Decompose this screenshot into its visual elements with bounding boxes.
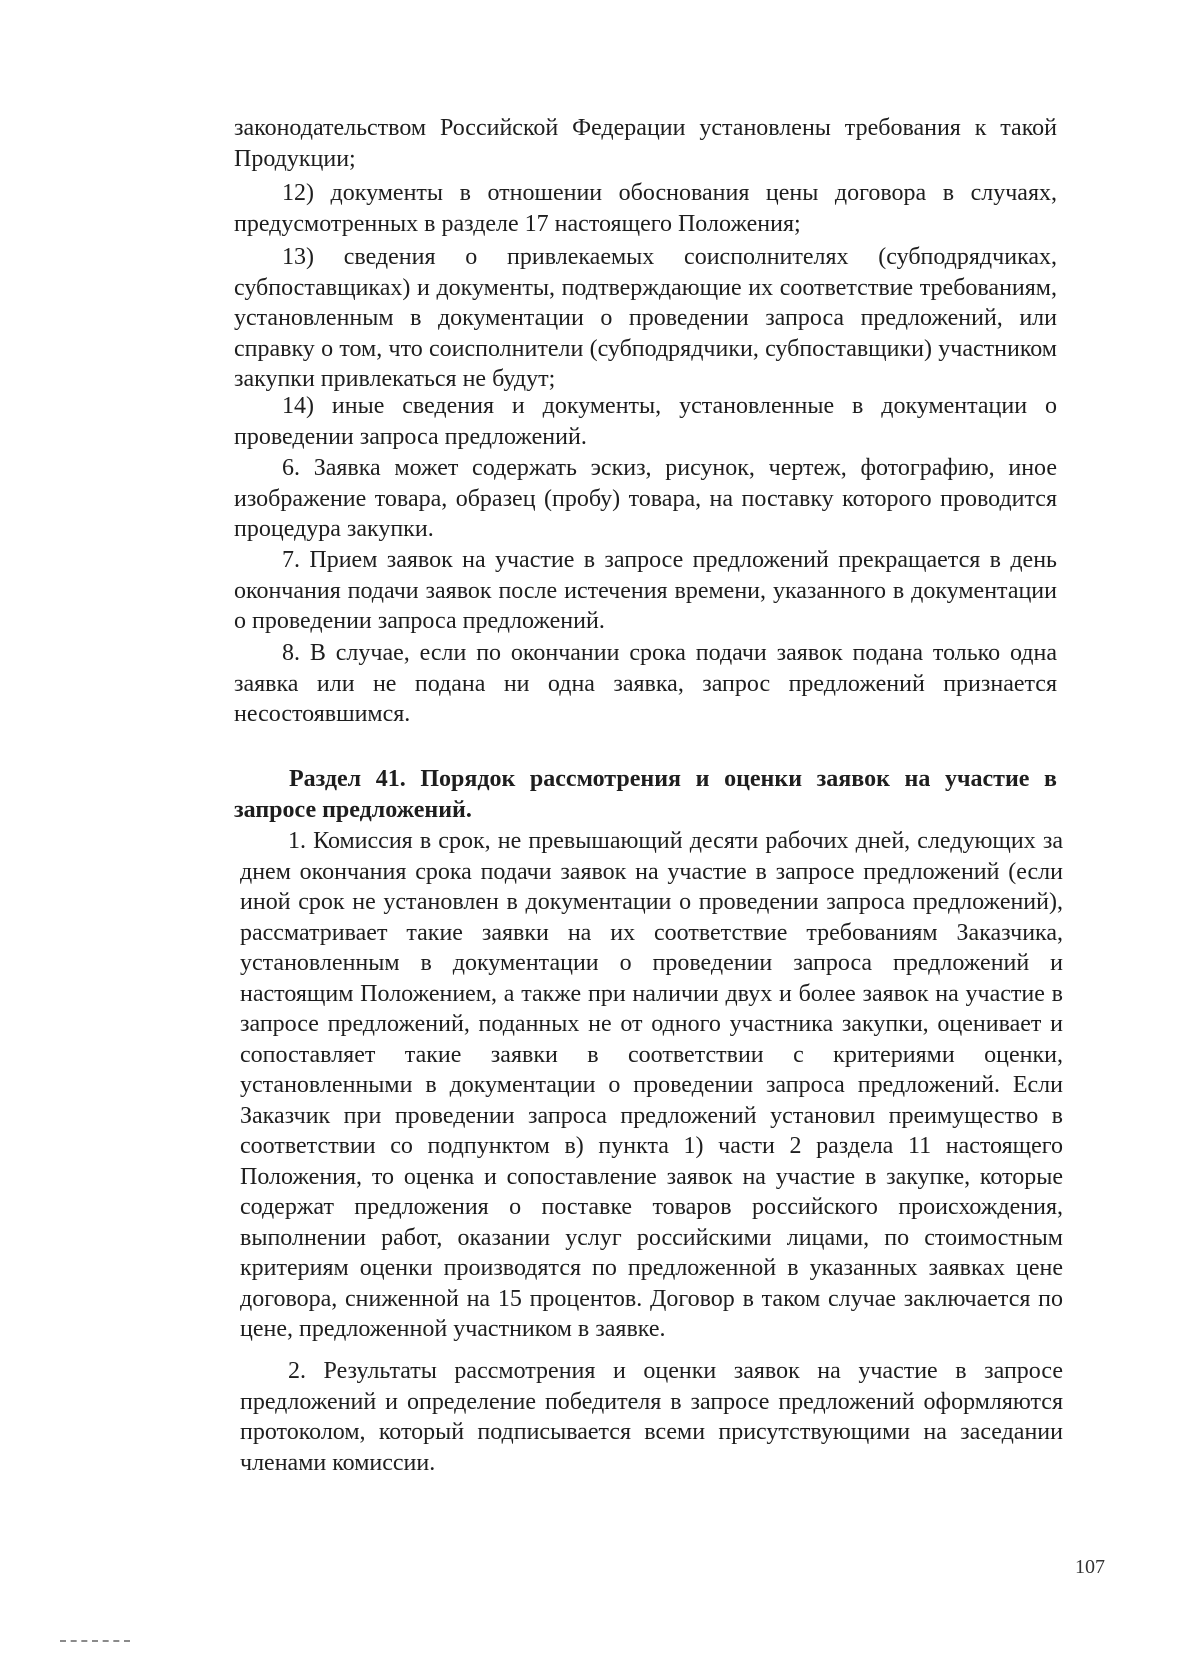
page-number: 107 bbox=[1075, 1556, 1105, 1578]
paragraph-item-13: 13) сведения о привлекаемых соисполнителях (субподрядчиках, субпоставщиках) и документы, подтверждающие их соответствие требованиям, установленным в документации о проведении запроса предложений, или справку о том, что соисполнители (субподрядчики, субпоставщики) участником закупки привлекаться не будут; bbox=[234, 244, 1057, 392]
paragraph-8: 8. В случае, если по окончании срока подачи заявок подана только одна заявка или не подана ни одна заявка, запрос предложений признается несостоявшимся. bbox=[234, 640, 1057, 727]
section-heading: Раздел 41. Порядок рассмотрения и оценки заявок на участие в запросе предложений. bbox=[234, 766, 1057, 823]
scan-artifact-line bbox=[60, 1640, 130, 1642]
paragraph-item-14: 14) иные сведения и документы, установленные в документации о проведении запроса предложений. bbox=[234, 393, 1057, 450]
paragraph-item-12: 12) документы в отношении обоснования цены договора в случаях, предусмотренных в разделе 17 настоящего Положения; bbox=[234, 180, 1057, 237]
section-paragraph-1: 1. Комиссия в срок, не превышающий десяти рабочих дней, следующих за днем окончания срока подачи заявок на участие в запросе предложений (если иной срок не установлен в документации о проведении запроса предложений), рассматривает такие заявки на их соответствие требованиям Заказчика, установленным в документации о проведении запроса предложений и настоящим Положением, а также при наличии двух и более заявок на участие в запросе предложений, поданных не от одного участника закупки, оценивает и сопоставляет такие заявки в соответствии с критериями оценки, установленными в документации о проведении запроса предложений. Если Заказчик при проведении запроса предложений установил преимущество в соответствии со подпунктом в) пункта 1) части 2 раздела 11 настоящего Положения, то оценка и сопоставление заявок на участие в закупке, которые содержат предложения о поставке товаров российского происхождения, выполнении работ, оказании услуг российскими лицами, по стоимостным критериям оценки производятся по предложенной в указанных заявках цене договора, сниженной на 15 процентов. Договор в таком случае заключается по цене, предложенной участником в заявке. bbox=[240, 828, 1063, 1342]
paragraph-continuation: законодательством Российской Федерации установлены требования к такой Продукции; bbox=[234, 115, 1057, 172]
paragraph-6: 6. Заявка может содержать эскиз, рисунок, чертеж, фотографию, иное изображение товара, образец (пробу) товара, на поставку которого проводится процедура закупки. bbox=[234, 455, 1057, 542]
section-paragraph-2: 2. Результаты рассмотрения и оценки заявок на участие в запросе предложений и определение победителя в запросе предложений оформляются протоколом, который подписывается всеми присутствующими на заседании членами комиссии. bbox=[240, 1358, 1063, 1476]
paragraph-7: 7. Прием заявок на участие в запросе предложений прекращается в день окончания подачи заявок после истечения времени, указанного в документации о проведении запроса предложений. bbox=[234, 547, 1057, 634]
